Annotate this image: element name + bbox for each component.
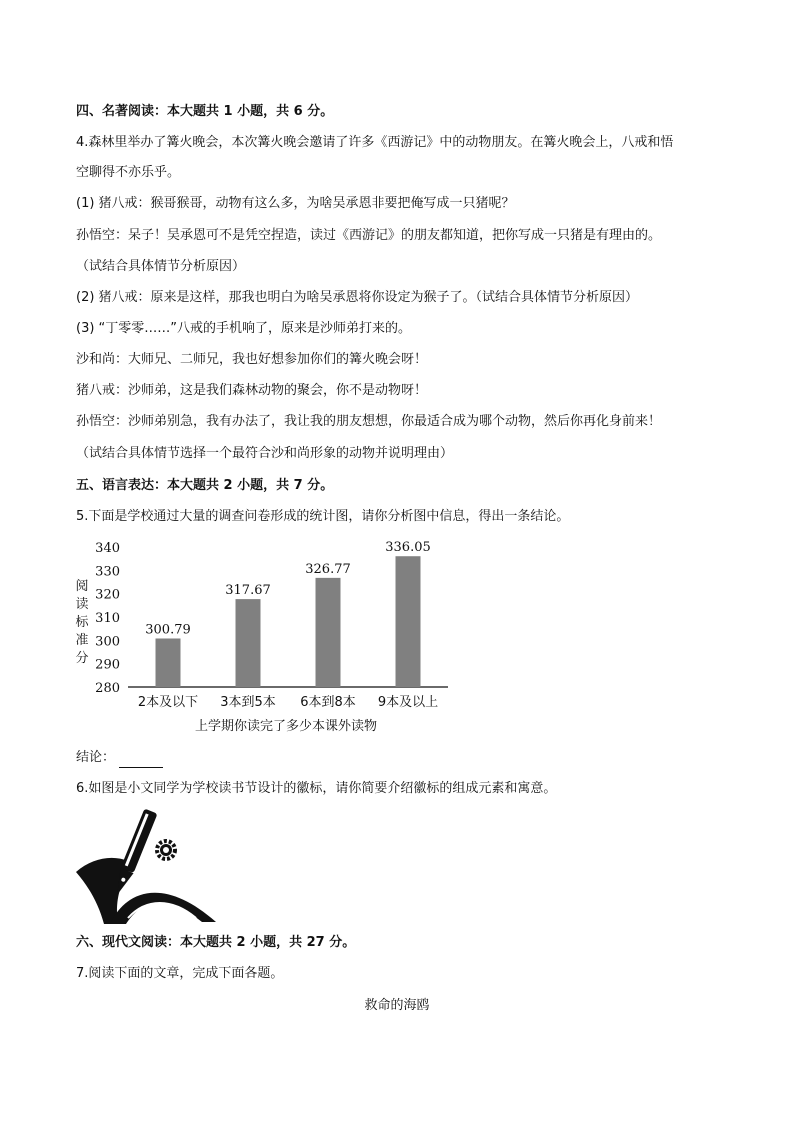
bar-value-label: 336.05: [385, 540, 431, 556]
x-tick-label: 3本到5本: [220, 695, 276, 710]
y-tick-label: 320: [95, 587, 120, 603]
x-tick-label: 6本到8本: [300, 695, 356, 710]
y-tick-label: 290: [95, 657, 120, 673]
question-4-line-2: 空聊得不亦乐乎。: [76, 165, 181, 180]
bar: [156, 638, 181, 687]
section-6-heading: 六、现代文阅读：本大题共 2 小题，共 27 分。: [76, 935, 356, 950]
y-axis-label-char: 分: [75, 651, 89, 666]
reading-score-bar-chart: [72, 536, 462, 740]
book-wave-lines-2: [136, 910, 188, 922]
book-wave: [110, 893, 216, 924]
bar-value-label: 300.79: [145, 622, 191, 638]
question-4-3-sha: 沙和尚：大师兄、二师兄，我也好想参加你们的篝火晚会呀！: [76, 352, 428, 367]
y-tick-label: 300: [95, 634, 120, 650]
x-axis-ticks: [138, 694, 438, 710]
section-4-heading: 四、名著阅读：本大题共 1 小题，共 6 分。: [76, 104, 334, 119]
bar-value-label: 326.77: [305, 561, 351, 577]
x-tick-label: 9本及以上: [377, 695, 439, 710]
y-axis-label-char: 准: [75, 633, 89, 648]
question-6: 6.如图是小文同学为学校读书节设计的徽标，请你简要介绍徽标的组成元素和寓意。: [76, 781, 557, 796]
answer-blank: [119, 753, 163, 768]
question-4-1-reply: 孙悟空：呆子！吴承恩可不是凭空捏造，读过《西游记》的朋友都知道，把你写成一只猪是有理由的。: [76, 228, 662, 243]
gear-icon: [157, 841, 175, 859]
question-4-1-note: （试结合具体情节分析原因）: [76, 259, 246, 274]
y-axis-label-char: 读: [75, 597, 89, 612]
y-tick-label: 310: [95, 611, 120, 626]
conclusion-line: [76, 748, 163, 768]
question-4-3-zhu: 猪八戒：沙师弟，这是我们森林动物的聚会，你不是动物呀！: [76, 383, 428, 398]
question-4-1: (1) 猪八戒：猴哥猴哥，动物有这么多，为啥吴承恩非要把俺写成一只猪呢？: [76, 196, 515, 211]
question-5: 5.下面是学校通过大量的调查问卷形成的统计图，请你分析图中信息，得出一条结论。: [76, 509, 570, 524]
question-4-3-sun: 孙悟空：沙师弟别急，我有办法了，我让我的朋友想想，你最适合成为哪个动物，然后你再化身前来！: [76, 414, 662, 429]
x-axis-label: 上学期你读完了多少本课外读物: [194, 719, 378, 734]
bar: [316, 578, 341, 687]
bar: [396, 556, 421, 687]
y-axis-label-char: 阅: [75, 579, 89, 594]
bars: [145, 540, 431, 687]
y-axis-label-char: 标: [75, 615, 89, 630]
conclusion-label: 结论：: [76, 750, 116, 765]
y-tick-label: 330: [95, 564, 120, 580]
y-axis-label: [75, 579, 89, 666]
bar: [236, 599, 261, 687]
y-axis-ticks: [95, 541, 120, 696]
article-title: 救命的海鸥: [364, 998, 430, 1013]
y-tick-label: 280: [95, 681, 120, 696]
x-tick-label: 2本及以下: [137, 695, 199, 710]
question-4-3-note: （试结合具体情节选择一个最符合沙和尚形象的动物并说明理由）: [76, 446, 454, 461]
question-7: 7.阅读下面的文章，完成下面各题。: [76, 966, 284, 981]
bar-value-label: 317.67: [225, 583, 271, 599]
question-4-2: (2) 猪八戒：原来是这样，那我也明白为啥吴承恩将你设定为猴子了。（试结合具体情节分析原因）: [76, 290, 639, 305]
question-4-line-1: 4.森林里举办了篝火晚会，本次篝火晚会邀请了许多《西游记》中的动物朋友。在篝火晚会上，八戒和悟: [76, 135, 674, 150]
question-4-3: (3) “丁零零……”八戒的手机响了，原来是沙师弟打来的。: [76, 321, 412, 336]
section-5-heading: 五、语言表达：本大题共 2 小题，共 7 分。: [76, 478, 334, 493]
y-tick-label: 340: [95, 541, 120, 556]
reading-festival-emblem: [74, 806, 219, 928]
